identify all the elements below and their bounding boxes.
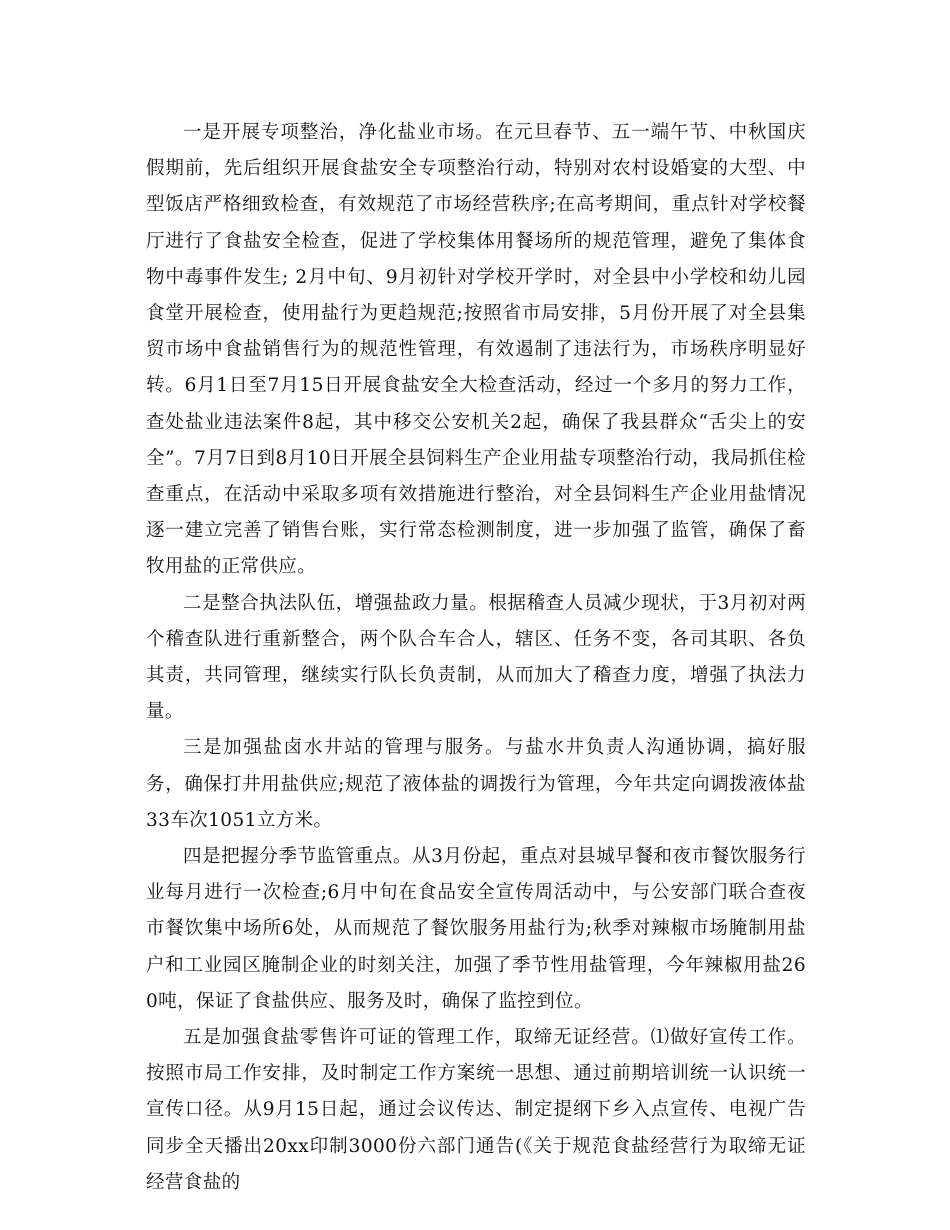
document-body (146, 115, 806, 1201)
paragraph-law-enforcement-team: 二是整合执法队伍，增强盐政力量。根据稽查人员减少现状，于3月初对两个稽查队进行重新整合，两个队合车合人，辖区、任务不变，各司其职、各负其责，共同管理，继续实行队长负责制，从而加大了稽查力度，增强了执法力量。 (146, 592, 806, 723)
paragraph-seasonal-supervision: 四是把握分季节监管重点。从3月份起，重点对县城早餐和夜市餐饮服务行业每月进行一次检查;6月中旬在食品安全宣传周活动中，与公安部门联合查夜市餐饮集中场所6处，从而规范了餐饮服务用盐行为;秋季对辣椒市场腌制用盐户和工业园区腌制企业的时刻关注，加强了季节性用盐管理，今年辣椒用盐260吨，保证了食盐供应、服务及时，确保了监控到位。 (146, 846, 806, 1012)
paragraph-special-rectification: 一是开展专项整治，净化盐业市场。在元旦春节、五一端午节、中秋国庆假期前，先后组织开展食盐安全专项整治行动，特别对农村设婚宴的大型、中型饭店严格细致检查，有效规范了市场经营秩序;在高考期间，重点针对学校餐厅进行了食盐安全检查，促进了学校集体用餐场所的规范管理，避免了集体食物中毒事件发生; 2月中旬、9月初针对学校开学时，对全县中小学校和幼儿园食堂开展检查，使用盐行为更趋规范;按照省市局安排，5月份开展了对全县集贸市场中食盐销售行为的规范性管理，有效遏制了违法行为，市场秩序明显好转。6月1日至7月15日开展食盐安全大检查活动，经过一个多月的努力工作，查处盐业违法案件8起，其中移交公安机关2起，确保了我县群众“舌尖上的安全”。7月7日到8月10日开展全县饲料生产企业用盐专项整治行动，我局抓住检查重点，在活动中采取多项有效措施进行整治，对全县饲料生产企业用盐情况逐一建立完善了销售台账，实行常态检测制度，进一步加强了监管，确保了畜牧用盐的正常供应。 (146, 122, 806, 578)
paragraph-brine-well-management: 三是加强盐卤水井站的管理与服务。与盐水井负责人沟通协调，搞好服务，确保打井用盐供应;规范了液体盐的调拨行为管理，今年共定向调拨液体盐33车次1051立方米。 (146, 737, 806, 831)
paragraph-retail-license: 五是加强食盐零售许可证的管理工作，取缔无证经营。⑴做好宣传工作。按照市局工作安排，及时制定工作方案统一思想、通过前期培训统一认识统一宣传口径。从9月15日起，通过会议传达、制定提纲下乡入点宣传、电视广告同步全天播出20xx印制3000份六部门通告(《关于规范食盐经营行为取缔无证经营食盐的 (146, 1027, 806, 1193)
